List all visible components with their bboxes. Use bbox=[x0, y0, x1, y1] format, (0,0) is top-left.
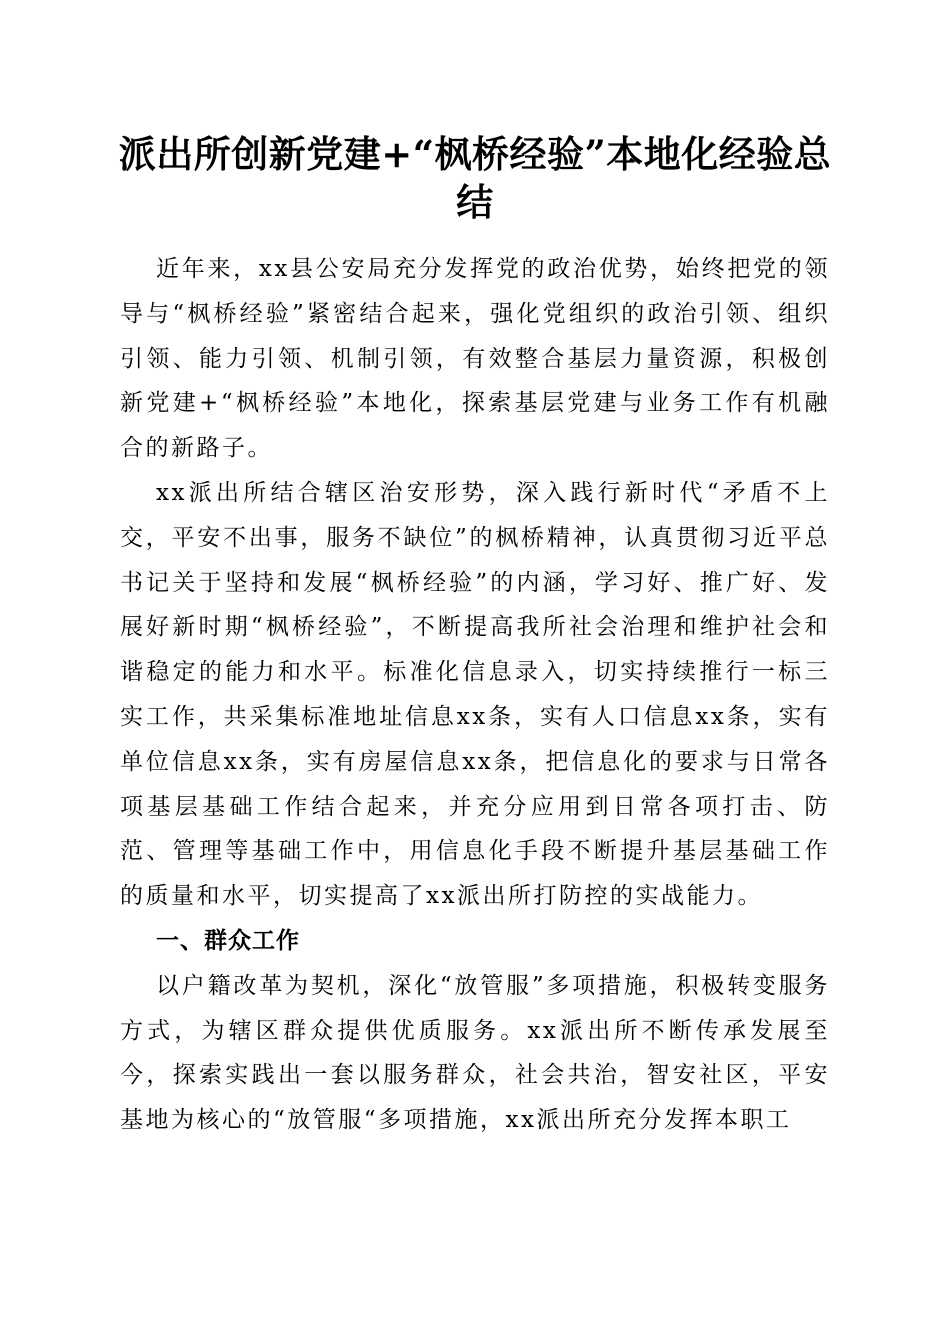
paragraph-household-reform: 以户籍改革为契机，深化“放管服”多项措施，积极转变服务方式，为辖区群众提供优质服务。xx派出所不断传承发展至今，探索实践出一套以服务群众，社会共治，智安社区，平安基地为核心的“放管服“多项措施，xx派出所充分发挥本职工 bbox=[120, 972, 830, 1134]
document-body bbox=[120, 247, 830, 1143]
paragraph-police-station: xx派出所结合辖区治安形势，深入践行新时代“矛盾不上交，平安不出事，服务不缺位”的枫桥精神，认真贯彻习近平总书记关于坚持和发展“枫桥经验”的内涵，学习好、推广好、发展好新时期“枫桥经验”，不断提高我所社会治理和维护社会和谐稳定的能力和水平。标准化信息录入，切实持续推行一标三实工作，共采集标准地址信息xx条，实有人口信息xx条，实有单位信息xx条，实有房屋信息xx条，把信息化的要求与日常各项基层基础工作结合起来，并充分应用到日常各项打击、防范、管理等基础工作中，用信息化手段不断提升基层基础工作的质量和水平，切实提高了xx派出所打防控的实战能力。 bbox=[120, 479, 830, 910]
document-title: 派出所创新党建+“枫桥经验”本地化经验总结 bbox=[118, 132, 832, 224]
paragraph-intro: 近年来，xx县公安局充分发挥党的政治优势，始终把党的领导与“枫桥经验”紧密结合起来，强化党组织的政治引领、组织引领、能力引领、机制引领，有效整合基层力量资源，积极创新党建+“枫桥经验”本地化，探索基层党建与业务工作有机融合的新路子。 bbox=[120, 256, 830, 462]
section-heading-mass-work: 一、群众工作 bbox=[156, 927, 300, 954]
